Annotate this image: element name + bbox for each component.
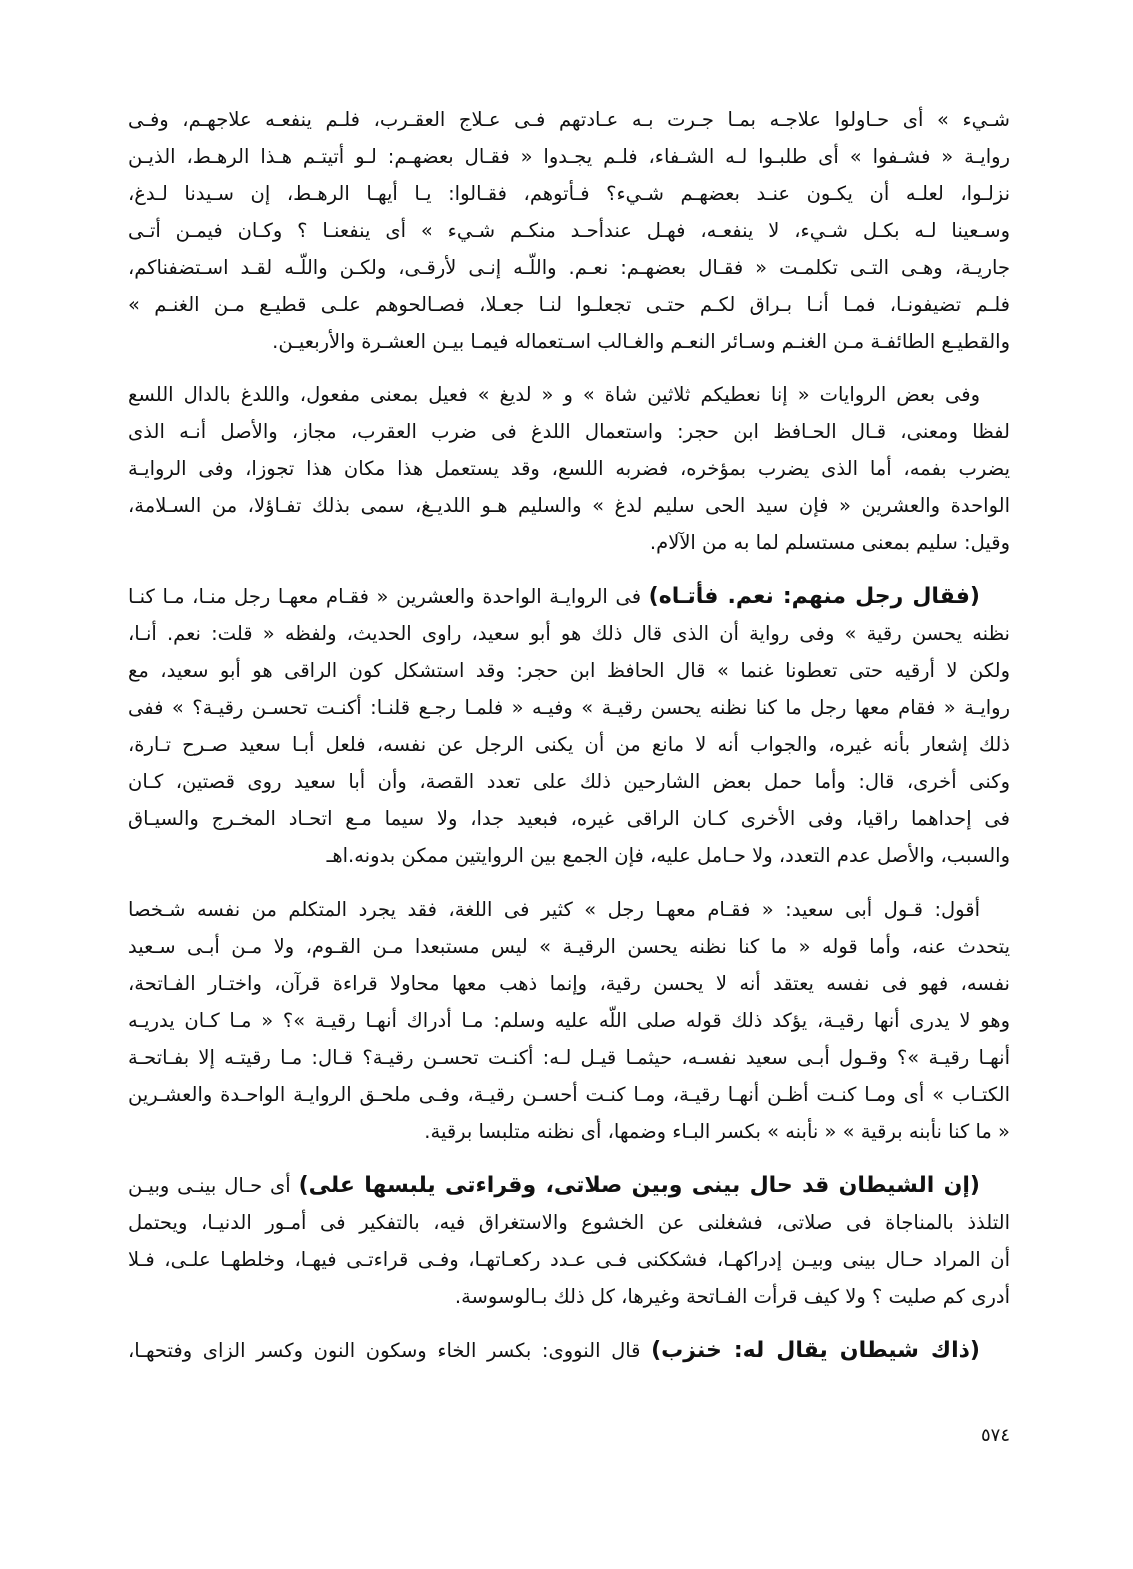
body-text-line xyxy=(128,1115,1010,1149)
line-text: وقيل: سليم بمعنى مستسلم لما به من الآلام. xyxy=(649,531,1010,554)
line-text: أى حـال بينـى وبيـن xyxy=(128,1174,299,1197)
body-text-line xyxy=(128,214,1010,248)
body-text-line xyxy=(128,728,1010,762)
body-text-line xyxy=(128,325,1010,359)
line-text: التلذذ بالمناجاة فى صلاتى، فشغلنى عن الخشوع والاستغراق فيه، بالتفكير فى أمـور الدنيـا، ويحتمل xyxy=(128,1211,1010,1234)
line-text: أقول: قـول أبى سعيد: « فقـام معهـا رجل » كثير فى اللغة، فقد يجرد المتكلم من نفسه شـخصا xyxy=(128,898,980,921)
line-text: « ما كنا نأبنه برقية » « نأبنه » بكسر البـاء وضمها، أى نظنه متلبسا برقية. xyxy=(424,1120,1010,1143)
line-text: لفظا ومعنى، قـال الحـافظ ابن حجر: واستعمال اللدغ فى ضرب العقرب، مجاز، والأصل أنـه الذى xyxy=(128,420,1010,443)
line-text: أدرى كم صليت ؟ ولا كيف قرأت الفـاتحة وغيرها، كل ذلك بـالوسوسة. xyxy=(454,1285,1010,1308)
line-text: نفسه، فهو فى نفسه يعتقد أنه لا يحسن رقية، وإنما ذهب معها محاولا قراءة قرآن، واختـار الفـاتحة، xyxy=(128,972,1010,995)
body-text-line xyxy=(128,1041,1010,1075)
section-heading-line xyxy=(128,580,1010,614)
line-text: نزلـوا، لعلـه أن يكـون عنـد بعضهـم شـيء؟ فـأتوهم، فقـالوا: يـا أيهـا الرهـط، إن سـيدنا لـدغ، xyxy=(128,182,1010,205)
body-text-line xyxy=(128,1206,1010,1240)
body-text-line xyxy=(128,452,1010,486)
section-heading-line xyxy=(128,1334,1010,1368)
body-text-line xyxy=(128,654,1010,688)
body-text-line xyxy=(128,288,1010,322)
body-text-line xyxy=(128,1004,1010,1038)
line-text: الواحدة والعشرين « فإن سيد الحى سليم لدغ » والسليم هـو اللديـغ، سمى بذلك تفـاؤلا، من السـلامة، xyxy=(128,494,1010,517)
line-text: ذلك إشعار بأنه غيره، والجواب أنه لا مانع من أن يكنى الرجل عن نفسه، فلعل أبـا سعيد صـرح تـارة، xyxy=(128,733,1010,756)
line-text: فلـم تضيفونـا، فمـا أنـا بـراق لكـم حتـى تجعلـوا لنـا جعـلا، فصـالحوهم علـى قطيـع مـن الغنـم » xyxy=(128,293,1010,316)
body-text-line xyxy=(128,802,1010,836)
body-text-line xyxy=(128,251,1010,285)
section-heading-line xyxy=(128,1169,1010,1203)
body-text-line xyxy=(128,930,1010,964)
body-text-line xyxy=(128,691,1010,725)
line-text: روايـة « فشـفوا » أى طلبـوا لـه الشـفاء، فلـم يجـدوا « فقـال بعضهـم: لـو أتيتـم هـذا الرهـط، الذيـن xyxy=(128,145,1010,168)
line-text: والسبب، والأصل عدم التعدد، ولا حـامل عليه، فإن الجمع بين الروايتين ممكن بدونه.اهـ xyxy=(326,844,1010,867)
line-text: ولكن لا أرقيه حتى تعطونا غنما » قال الحافظ ابن حجر: وقد استشكل كون الراقى هو أبو سعيد، مع xyxy=(128,659,1010,682)
line-text: الكتـاب » أى ومـا كنـت أظـن أنهـا رقيـة، ومـا كنـت أحسـن رقيـة، وفـى ملحـق الروايـة الواحـدة والعشـرين xyxy=(128,1083,1010,1106)
line-text: والقطيـع الطائفـة مـن الغنـم وسـائر النعـم والغـالب اسـتعماله فيمـا بيـن العشـرة والأربعيـن. xyxy=(272,330,1010,353)
line-text: أن المراد حـال بينى وبيـن إدراكهـا، فشككنى فـى عـدد ركعـاتهـا، وفـى قراءتـى فيهـا، وخلطهـا علـى، فـلا xyxy=(128,1248,1010,1271)
body-text-line xyxy=(128,893,1010,927)
line-text: جاريـة، وهـى التـى تكلمـت « فقـال بعضهـم: نعـم. واللّـه إنـى لأرقـى، ولكـن واللّـه لقـد اسـتضفناكم، xyxy=(128,256,1010,279)
body-text-line xyxy=(128,967,1010,1001)
body-text-line xyxy=(128,1243,1010,1277)
line-text: وهو لا يدرى أنها رقيـة، يؤكد ذلك قوله صلى اللّه عليه وسلم: مـا أدراك أنهـا رقيـة »؟ « مـا كـان يدريـه xyxy=(128,1009,1010,1032)
line-text: شـيء » أى حـاولوا علاجـه بمـا جـرت بـه عـادتهم فـى عـلاج العقـرب، فلـم ينفعـه علاجهـم، وفـى xyxy=(128,108,1010,131)
body-text-line xyxy=(128,765,1010,799)
quoted-hadith-phrase: (إن الشيطان قد حال بينى وبين صلاتى، وقراءتى يلبسها على) xyxy=(298,1173,980,1198)
quoted-hadith-phrase: (ذاك شيطان يقال له: خنزب) xyxy=(651,1338,980,1363)
page-number: ٥٧٤ xyxy=(980,1425,1010,1446)
body-text-line xyxy=(128,103,1010,137)
line-text: فى إحداهما راقيا، وفى الأخرى كـان الراقى غيره، فبعيد جدا، ولا سيما مـع اتحـاد المخـرج والسيـاق xyxy=(128,807,1010,830)
line-text: قال النووى: بكسر الخاء وسكون النون وكسر الزاى وفتحهـا، xyxy=(128,1339,652,1362)
body-text-line xyxy=(128,415,1010,449)
body-text-line xyxy=(128,177,1010,211)
body-text-line xyxy=(128,526,1010,560)
line-text: وسـعينا لـه بكـل شـيء، لا ينفعـه، فهـل عندأحـد منكـم شـيء » أى ينفعنـا ؟ وكـان فيمـن أتـى xyxy=(128,219,1010,242)
body-text-line xyxy=(128,378,1010,412)
line-text: يتحدث عنه، وأما قوله « ما كنا نظنه يحسن الرقيـة » ليس مستبعدا مـن القـوم، ولا مـن أبـى سـعيد xyxy=(128,935,1010,958)
body-text-line xyxy=(128,489,1010,523)
body-text-line xyxy=(128,140,1010,174)
line-text: نظنه يحسن رقية » وفى رواية أن الذى قال ذلك هو أبو سعيد، راوى الحديث، ولفظه « قلت: نعم. أنـا، xyxy=(128,622,1010,645)
body-text-line xyxy=(128,1078,1010,1112)
body-text-line xyxy=(128,1280,1010,1314)
line-text: أنهـا رقيـة »؟ وقـول أبـى سعيد نفسـه، حيثمـا قيـل لـه: أكنـت تحسـن رقيـة؟ قـال: مـا رقيتـه إلا بفـاتحـة xyxy=(128,1046,1010,1069)
body-text-line xyxy=(128,617,1010,651)
quoted-hadith-phrase: (فقال رجل منهم: نعم. فأتـاه) xyxy=(648,584,980,609)
line-text: فى الروايـة الواحدة والعشرين « فقـام معهـا رجل منـا، مـا كنـا xyxy=(128,585,649,608)
line-text: روايـة « فقام معها رجل ما كنا نظنه يحسن رقيـة » وفيـه « فلمـا رجـع قلنـا: أكنـت تحسـن رقيـة؟ » ففى xyxy=(128,696,1010,719)
line-text: يضرب بفمه، أما الذى يضرب بمؤخره، فضربه اللسع، وقد يستعمل هذا مكان هذا تجوزا، وفى الروايـة xyxy=(128,457,1010,480)
line-text: وكنى أخرى، قال: وأما حمل بعض الشارحين ذلك على تعدد القصة، وأن أبا سعيد روى قصتين، كـان xyxy=(128,770,1010,793)
body-text-line xyxy=(128,839,1010,873)
line-text: وفى بعض الروايات « إنا نعطيكم ثلاثين شاة » و « لديغ » فعيل بمعنى مفعول، واللدغ بالدال اللسع xyxy=(128,383,980,406)
